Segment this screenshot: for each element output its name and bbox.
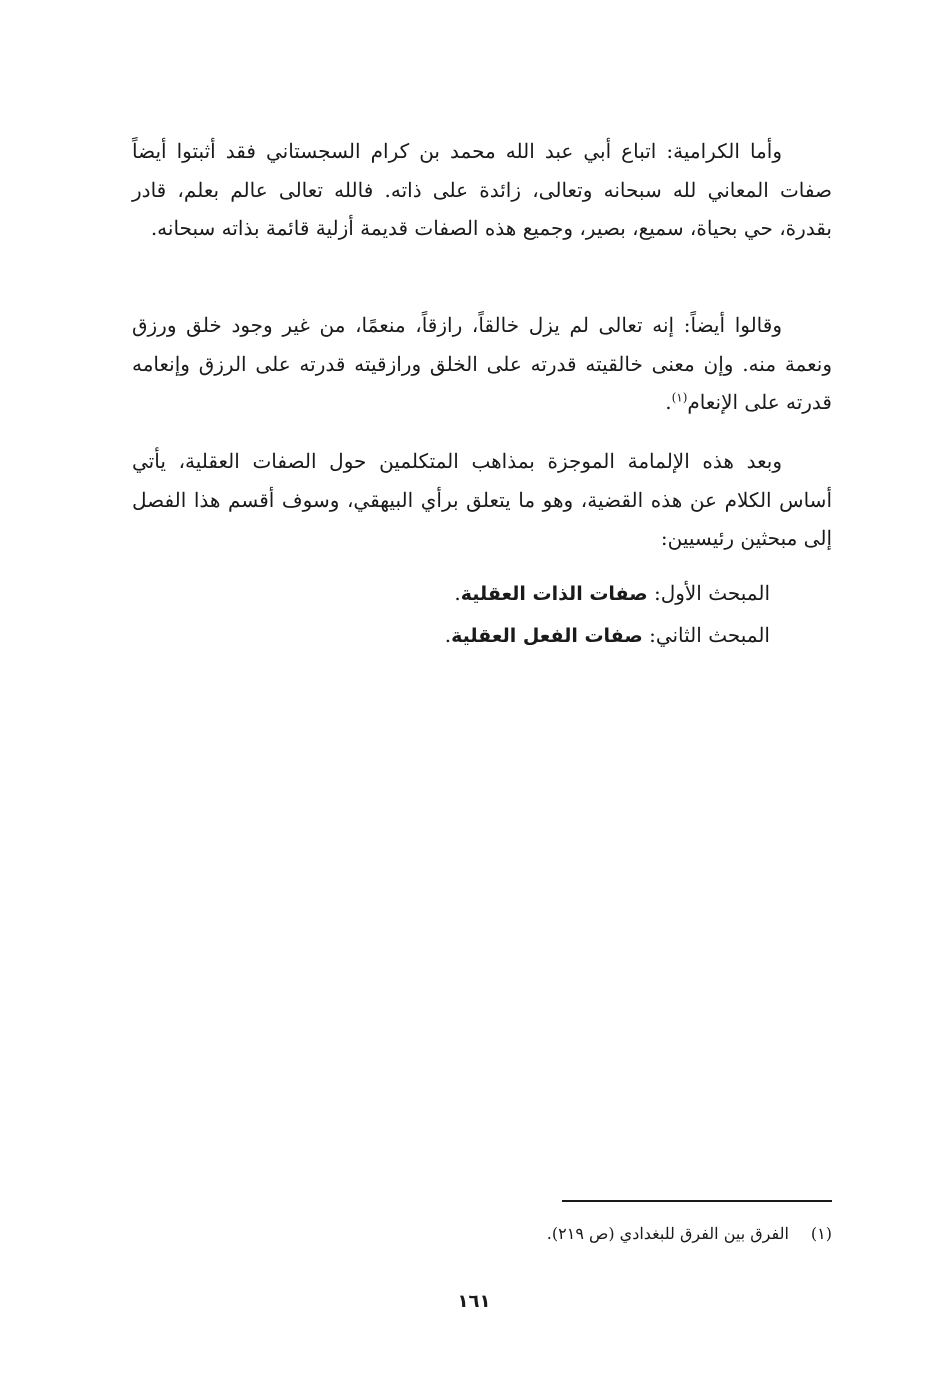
section-heading-first <box>454 578 770 609</box>
page-number: ١٦١ <box>457 1291 491 1312</box>
paragraph-intro-sections <box>132 442 832 558</box>
section-end-mark: . <box>454 581 461 605</box>
paragraph-text: وأما الكرامية: اتباع أبي عبد الله محمد بن كرام السجستاني فقد أثبتوا أيضاً صفات المعاني لله سبحانه وتعالى، زائدة على ذاته. فالله تعالى عالم بعلم، قادر بقدرة، حي بحياة، سميع، بصير، وجميع هذه الصفات قديمة أزلية قائمة بذاته سبحانه. <box>132 139 832 240</box>
section-heading-second <box>445 620 770 651</box>
section-end-mark: . <box>444 623 452 647</box>
paragraph-text <box>132 306 832 422</box>
section-label: المبحث الثاني: <box>649 623 770 647</box>
footnote-divider <box>562 1200 832 1202</box>
footnote-reference: (١) <box>671 390 688 405</box>
section-title: صفات الفعل العقلية <box>451 625 643 647</box>
paragraph-karramiyya <box>132 132 832 248</box>
footnote-marker: (١) <box>810 1224 832 1243</box>
paragraph-qalu <box>132 306 832 422</box>
paragraph-body: وقالوا أيضاً: إنه تعالى لم يزل خالقاً، رازقاً، منعمًا، من غير وجود خلق ورزق ونعمة منه. وإن معنى خالقيته قدرته على الخلق ورازقيته قدرته على الرزق وإنعامه قدرته على الإنعام <box>132 313 832 414</box>
footnote-text: الفرق بين الفرق للبغدادي (ص ٢١٩). <box>546 1224 789 1243</box>
section-title: صفات الذات العقلية <box>460 583 648 605</box>
footnote <box>547 1222 832 1246</box>
paragraph-text: وبعد هذه الإلمامة الموجزة بمذاهب المتكلمين حول الصفات العقلية، يأتي أساس الكلام عن هذه القضية، وهو ما يتعلق برأي البيهقي، وسوف أقسم هذا الفصل إلى مبحثين رئيسيين: <box>132 449 832 550</box>
section-label: المبحث الأول: <box>653 581 770 605</box>
paragraph-end-mark: . <box>665 390 672 414</box>
